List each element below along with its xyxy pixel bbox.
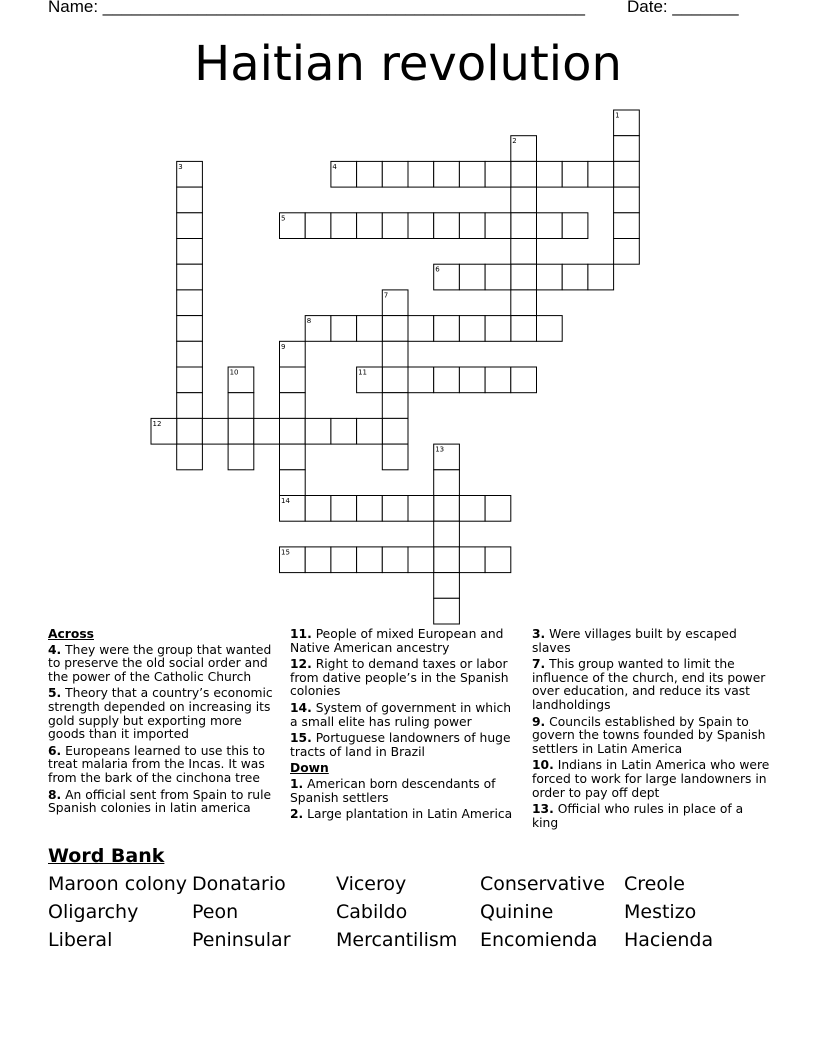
grid-cell[interactable] xyxy=(382,444,408,470)
grid-cell[interactable] xyxy=(382,341,408,367)
clue-item xyxy=(48,745,282,786)
grid-cell[interactable] xyxy=(305,496,331,522)
word-bank-entry: Cabildo xyxy=(336,901,408,923)
across-clue-list xyxy=(48,644,282,816)
clues-column-1 xyxy=(48,628,282,819)
clue-text: Were villages built by escaped slaves xyxy=(532,627,737,655)
word-bank-entry: Quinine xyxy=(480,901,554,923)
grid-cell[interactable] xyxy=(408,213,434,239)
grid-cell[interactable] xyxy=(511,187,537,213)
grid-cell[interactable] xyxy=(434,367,460,393)
grid-cell[interactable] xyxy=(434,161,460,187)
grid-cell[interactable] xyxy=(614,136,640,162)
page-title: Haitian revolution xyxy=(194,36,622,92)
grid-cell[interactable] xyxy=(511,316,537,342)
grid-cell[interactable] xyxy=(485,367,511,393)
clue-number: 7. xyxy=(532,657,546,672)
clue-item xyxy=(532,759,772,800)
grid-cell[interactable] xyxy=(357,418,383,444)
grid-cell[interactable] xyxy=(562,161,588,187)
grid-number: 6 xyxy=(435,265,440,274)
grid-cell[interactable] xyxy=(459,316,485,342)
word-bank-entry: Conservative xyxy=(480,873,605,895)
clue-item xyxy=(48,789,282,816)
grid-cell[interactable] xyxy=(459,213,485,239)
clue-number: 11. xyxy=(290,627,312,641)
clue-text: This group wanted to limit the influence of the church, end its power over education, and reduce its vast landholdings xyxy=(532,657,766,712)
grid-cell[interactable] xyxy=(382,316,408,342)
clue-item xyxy=(532,716,772,757)
clue-item xyxy=(290,732,522,759)
grid-number: 8 xyxy=(306,317,312,326)
clue-text: Theory that a country’s economic strength depended on increasing its gold supply but exporting more goods than it imported xyxy=(48,686,273,742)
grid-cell[interactable] xyxy=(280,367,306,393)
clue-item xyxy=(290,808,522,822)
grid-cell[interactable] xyxy=(537,316,563,342)
across-heading: Across xyxy=(48,627,94,641)
grid-cell[interactable] xyxy=(434,547,460,573)
word-bank-entry: Viceroy xyxy=(336,873,407,895)
grid-cell[interactable] xyxy=(485,316,511,342)
grid-cell[interactable] xyxy=(331,547,357,573)
grid-cell[interactable] xyxy=(382,496,408,522)
grid-cell[interactable] xyxy=(511,161,537,187)
grid-cell[interactable] xyxy=(357,316,383,342)
clue-number: 4. xyxy=(48,642,62,657)
grid-cell[interactable] xyxy=(382,213,408,239)
grid-cell[interactable] xyxy=(177,418,203,444)
down-clue-list-cont xyxy=(532,628,772,830)
date-field[interactable]: Date: _______ xyxy=(627,0,739,16)
grid-cell[interactable] xyxy=(537,213,563,239)
word-bank-entry: Donatario xyxy=(192,873,286,895)
grid-cell[interactable] xyxy=(280,418,306,444)
word-bank-entry: Mercantilism xyxy=(336,929,458,951)
grid-cell[interactable] xyxy=(614,161,640,187)
word-bank-title: Word Bank xyxy=(48,845,165,867)
grid-cell[interactable] xyxy=(331,213,357,239)
grid-cell[interactable] xyxy=(537,264,563,290)
grid-cell[interactable] xyxy=(408,161,434,187)
grid-cell[interactable] xyxy=(434,470,460,496)
grid-cell[interactable] xyxy=(408,367,434,393)
name-field[interactable]: Name: ___________________________________________________ xyxy=(48,0,585,16)
clue-text: They were the group that wanted to preserve the old social order and the power of the Catholic Church xyxy=(48,642,272,684)
word-bank-entry: Peon xyxy=(192,901,239,923)
grid-cell[interactable] xyxy=(434,598,460,624)
grid-cell[interactable] xyxy=(331,496,357,522)
word-bank-entry: Mestizo xyxy=(624,901,697,923)
grid-cell[interactable] xyxy=(382,393,408,419)
clue-number: 6. xyxy=(48,743,62,758)
clue-number: 2. xyxy=(290,807,304,822)
down-heading: Down xyxy=(290,761,329,776)
grid-cell[interactable] xyxy=(357,161,383,187)
clue-item xyxy=(290,658,522,699)
grid-cell[interactable] xyxy=(459,161,485,187)
grid-cell[interactable] xyxy=(434,496,460,522)
clue-number: 15. xyxy=(290,731,312,746)
clue-text: An official sent from Spain to rule Spanish colonies in latin america xyxy=(48,787,272,816)
grid-number: 13 xyxy=(435,445,445,454)
grid-cell[interactable] xyxy=(228,393,254,419)
grid-cell[interactable] xyxy=(485,547,511,573)
grid-cell[interactable] xyxy=(177,367,203,393)
grid-cell[interactable] xyxy=(562,213,588,239)
clue-number: 13. xyxy=(532,802,554,817)
grid-cell[interactable] xyxy=(177,444,203,470)
word-bank-entry: Peninsular xyxy=(192,929,291,951)
grid-number: 1 xyxy=(615,111,620,120)
grid-cell[interactable] xyxy=(202,418,228,444)
grid-cell[interactable] xyxy=(408,547,434,573)
grid-cell[interactable] xyxy=(511,239,537,265)
grid-cell[interactable] xyxy=(177,290,203,316)
grid-cell[interactable] xyxy=(485,496,511,522)
grid-cell[interactable] xyxy=(562,264,588,290)
clue-number: 12. xyxy=(290,657,312,672)
grid-number: 14 xyxy=(281,497,290,505)
grid-cell[interactable] xyxy=(459,496,485,522)
grid-cell[interactable] xyxy=(408,496,434,522)
clue-item xyxy=(532,628,772,655)
grid-cell[interactable] xyxy=(331,418,357,444)
grid-cell[interactable] xyxy=(485,264,511,290)
word-bank-entry: Maroon colony xyxy=(48,873,188,895)
grid-cell[interactable] xyxy=(357,213,383,239)
clues-column-3 xyxy=(532,628,772,833)
grid-cell[interactable] xyxy=(614,213,640,239)
grid-cell[interactable] xyxy=(485,213,511,239)
grid-cell[interactable] xyxy=(434,316,460,342)
grid-number: 4 xyxy=(332,162,337,171)
grid-cell[interactable] xyxy=(177,264,203,290)
grid-cell[interactable] xyxy=(177,187,203,213)
grid-cell[interactable] xyxy=(614,239,640,265)
word-bank-entry: Hacienda xyxy=(624,929,714,951)
grid-cell[interactable] xyxy=(177,239,203,265)
grid-cell[interactable] xyxy=(228,444,254,470)
clue-item xyxy=(48,644,282,685)
grid-cell[interactable] xyxy=(511,264,537,290)
grid-cell[interactable] xyxy=(511,367,537,393)
grid-cell[interactable] xyxy=(485,161,511,187)
grid-cell[interactable] xyxy=(588,161,614,187)
grid-cell[interactable] xyxy=(434,573,460,599)
grid-number: 15 xyxy=(281,548,290,557)
clue-number: 8. xyxy=(48,787,62,802)
grid-number: 10 xyxy=(229,368,239,377)
across-clue-list-cont xyxy=(290,628,522,759)
grid-cell[interactable] xyxy=(305,547,331,573)
grid-cell[interactable] xyxy=(280,444,306,470)
grid-cell[interactable] xyxy=(280,470,306,496)
clue-text: Indians in Latin America who were forced to work for large landowners in order to pay off dept xyxy=(532,758,770,800)
grid-cell[interactable] xyxy=(434,213,460,239)
clue-text: Europeans learned to use this to treat malaria from the Incas. It was from the bark of the cinchona tree xyxy=(48,743,266,785)
clue-text: Portuguese landowners of huge tracts of land in Brazil xyxy=(290,731,511,759)
clue-text: Official who rules in place of a king xyxy=(532,802,744,830)
grid-cell[interactable] xyxy=(459,367,485,393)
grid-cell[interactable] xyxy=(331,316,357,342)
grid-cell[interactable] xyxy=(177,341,203,367)
grid-cell[interactable] xyxy=(511,213,537,239)
clue-text: Large plantation in Latin America xyxy=(303,807,513,822)
grid-cell[interactable] xyxy=(357,496,383,522)
grid-cell[interactable] xyxy=(228,418,254,444)
grid-number: 2 xyxy=(512,137,517,146)
grid-number: 5 xyxy=(281,214,286,223)
grid-cell[interactable] xyxy=(177,316,203,342)
grid-cell[interactable] xyxy=(382,367,408,393)
clue-number: 5. xyxy=(48,686,62,701)
clue-item xyxy=(532,658,772,712)
word-bank-entry: Oligarchy xyxy=(48,901,139,923)
grid-cell[interactable] xyxy=(254,418,280,444)
clue-text: American born descendants of Spanish settlers xyxy=(290,776,496,805)
clue-item xyxy=(48,687,282,741)
grid-cell[interactable] xyxy=(357,547,383,573)
clue-number: 9. xyxy=(532,714,546,729)
clues-column-2 xyxy=(290,628,522,825)
grid-number: 9 xyxy=(281,342,286,351)
grid-cell[interactable] xyxy=(305,418,331,444)
clue-text: System of government in which a small elite has ruling power xyxy=(290,700,512,729)
grid-cell[interactable] xyxy=(280,393,306,419)
grid-cell[interactable] xyxy=(382,418,408,444)
clue-number: 3. xyxy=(532,627,546,641)
grid-number: 7 xyxy=(383,291,389,300)
clue-text: Councils established by Spain to govern the towns founded by Spanish settlers in Latin America xyxy=(532,714,766,756)
word-bank-entry: Creole xyxy=(624,873,685,895)
grid-cell[interactable] xyxy=(177,213,203,239)
clue-number: 10. xyxy=(532,758,554,773)
clue-item xyxy=(532,803,772,830)
grid-number: 11 xyxy=(358,368,368,377)
grid-cell[interactable] xyxy=(382,547,408,573)
grid-cell[interactable] xyxy=(511,290,537,316)
grid-number: 12 xyxy=(152,419,162,428)
grid-cell[interactable] xyxy=(588,264,614,290)
grid-cell[interactable] xyxy=(537,161,563,187)
grid-cell[interactable] xyxy=(459,264,485,290)
grid-number: 3 xyxy=(178,162,183,171)
clue-item xyxy=(290,778,522,805)
clue-text: People of mixed European and Native American ancestry xyxy=(290,627,504,655)
grid-cell[interactable] xyxy=(382,161,408,187)
grid-cell[interactable] xyxy=(305,213,331,239)
grid-cell[interactable] xyxy=(459,547,485,573)
clue-number: 14. xyxy=(290,700,312,715)
down-clue-list xyxy=(290,778,522,822)
grid-cell[interactable] xyxy=(614,187,640,213)
grid-cell[interactable] xyxy=(408,316,434,342)
clue-number: 1. xyxy=(290,776,304,791)
word-bank-entry: Liberal xyxy=(48,929,113,951)
clue-item xyxy=(290,628,522,655)
clue-item xyxy=(290,702,522,729)
word-bank-entry: Encomienda xyxy=(480,929,598,951)
grid-cell[interactable] xyxy=(434,521,460,547)
clue-text: Right to demand taxes or labor from dative people’s in the Spanish colonies xyxy=(290,657,509,699)
grid-cell[interactable] xyxy=(177,393,203,419)
